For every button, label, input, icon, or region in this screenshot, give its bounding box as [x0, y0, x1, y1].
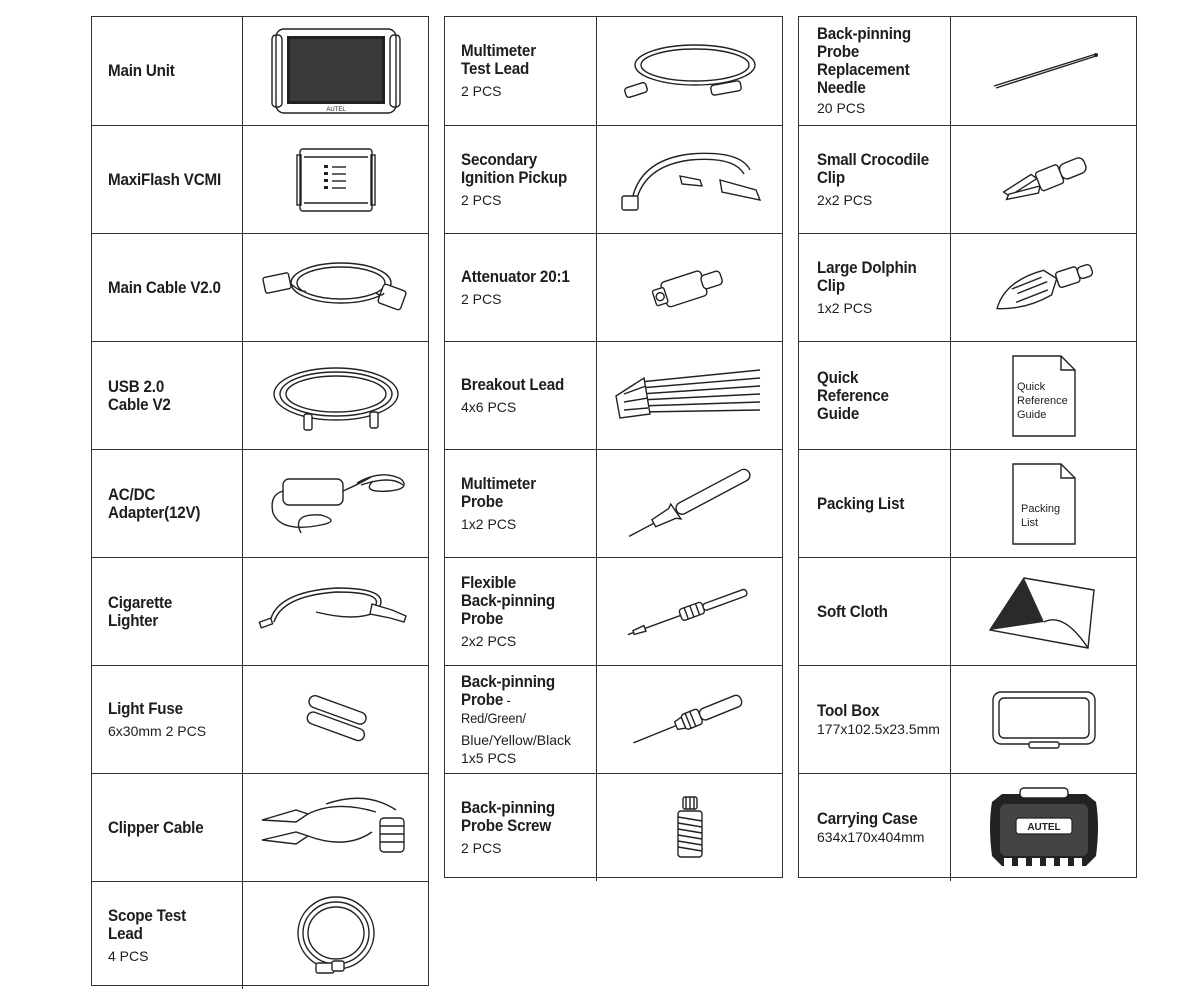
item-name: Main Cable V2.0 [108, 278, 221, 297]
probe-screw-icon [670, 793, 710, 863]
item-row-attenuator [445, 233, 782, 341]
item-name: USB 2.0 Cable V2 [108, 377, 171, 414]
item-row-scope-lead [92, 881, 428, 989]
item-row-probe-screw [445, 773, 782, 881]
doc-text-line-2: List [1020, 516, 1038, 529]
item-name: Small Crocodile Clip [817, 150, 929, 187]
case-brand: AUTEL [1026, 821, 1061, 833]
back-pinning-probe-icon [625, 690, 755, 750]
item-name: Attenuator 20:1 [461, 267, 570, 286]
needle-icon [984, 46, 1104, 96]
item-row-carrying-case [799, 773, 1136, 881]
test-lead-icon [615, 33, 765, 109]
item-row-replacement-needle [799, 17, 1136, 125]
item-name: Scope Test Lead [108, 906, 187, 943]
item-qty: 1x2 PCS [461, 515, 517, 532]
item-qty: 2 PCS [461, 83, 502, 99]
item-row-ignition-pickup [445, 125, 782, 233]
tool-box-icon [989, 688, 1099, 752]
item-name: Flexible Back-pinning Probe [461, 573, 555, 628]
item-row-tool-box [799, 665, 1136, 773]
item-row-main-cable [92, 233, 428, 341]
item-name: AC/DC Adapter(12V) [108, 485, 201, 522]
fuse-icon [296, 698, 376, 742]
item-name: Main Unit [108, 62, 175, 80]
item-qty: 4 PCS [108, 947, 149, 964]
item-qty: 6x30mm 2 PCS [108, 722, 207, 739]
item-row-quick-reference [799, 341, 1136, 449]
item-name: Tool Box [817, 701, 880, 720]
item-qty: 2 PCS [461, 839, 502, 856]
doc-text-line-1: Quick [1016, 380, 1045, 393]
usb-cable-icon [266, 358, 406, 434]
item-row-dolphin-clip [799, 233, 1136, 341]
item-name: Multimeter Probe [461, 474, 536, 511]
power-adapter-icon [261, 463, 411, 545]
crocodile-clip-icon [994, 150, 1094, 210]
item-qty: 2x2 PCS [817, 191, 873, 208]
item-qty: 4x6 PCS [461, 398, 517, 415]
document-icon [1009, 352, 1079, 440]
item-qty: 2x2 PCS [461, 632, 517, 649]
vci-box-icon [296, 147, 376, 213]
doc-text-line-2: Reference [1016, 394, 1068, 407]
breakout-lead-icon [610, 366, 770, 426]
item-name: Multimeter Test Lead [461, 42, 536, 78]
item-name: Back-pinning Probe Replacement Needle [817, 25, 911, 97]
item-qty: 20 PCS [817, 100, 866, 116]
doc-text-line-3: Guide [1016, 408, 1046, 421]
multimeter-probe-icon [615, 469, 765, 539]
item-name: Secondary Ignition Pickup [461, 150, 568, 187]
item-row-usb-cable [92, 341, 428, 449]
item-name-suffix: - Red/Green/ [461, 691, 526, 726]
item-row-breakout-lead [445, 341, 782, 449]
item-name: Large Dolphin Clip [817, 258, 917, 295]
item-qty: 177x102.5x23.5mm [817, 720, 940, 737]
item-name: Soft Cloth [817, 602, 888, 621]
item-row-clipper-cable [92, 773, 428, 881]
item-row-back-pinning-probe [445, 665, 782, 773]
item-row-maxiflash [92, 125, 428, 233]
item-row-soft-cloth [799, 557, 1136, 665]
item-qty: 2 PCS [461, 191, 502, 208]
cigarette-lighter-cable-icon [256, 582, 416, 642]
item-row-multimeter-probe [445, 449, 782, 557]
item-row-cigarette-lighter [92, 557, 428, 665]
item-name: Packing List [817, 494, 905, 513]
item-name: Back-pinning Probe Screw [461, 798, 555, 835]
item-name: Cigarette Lighter [108, 593, 173, 630]
item-qty: 634x170x404mm [817, 828, 925, 845]
item-name: MaxiFlash VCMI [108, 170, 221, 189]
cloth-icon [984, 572, 1104, 652]
item-row-crocodile-clip [799, 125, 1136, 233]
tablet-brand: AUTEL [325, 107, 346, 113]
ignition-pickup-icon [610, 140, 770, 220]
clipper-cable-icon [256, 790, 416, 866]
attenuator-icon [645, 260, 735, 316]
item-name: Carrying Case [817, 809, 918, 828]
item-row-light-fuse [92, 665, 428, 773]
item-name: Light Fuse [108, 699, 183, 718]
item-row-main-unit [92, 17, 428, 125]
tablet-icon [271, 25, 401, 117]
carrying-case-icon [982, 786, 1106, 870]
item-name: Breakout Lead [461, 375, 565, 394]
item-name: Clipper Cable [108, 818, 204, 837]
document-icon [1009, 460, 1079, 548]
item-row-test-lead [445, 17, 782, 125]
item-name: Quick Reference Guide [817, 368, 889, 423]
column-1 [91, 16, 429, 986]
scope-lead-icon [286, 891, 386, 981]
obd-cable-icon [256, 253, 416, 323]
item-qty: 2 PCS [461, 290, 502, 307]
item-row-packing-list [799, 449, 1136, 557]
item-qty: 1x2 PCS [817, 299, 873, 316]
column-3 [798, 16, 1137, 878]
item-row-flexible-probe [445, 557, 782, 665]
dolphin-clip-icon [989, 253, 1099, 323]
flexible-probe-icon [620, 582, 760, 642]
item-qty: Blue/Yellow/Black 1x5 PCS [461, 731, 571, 766]
column-2 [444, 16, 783, 878]
item-name: Back-pinning Probe - Red/Green/ [461, 672, 555, 726]
item-row-adapter [92, 449, 428, 557]
doc-text-line-1: Packing [1020, 502, 1060, 515]
